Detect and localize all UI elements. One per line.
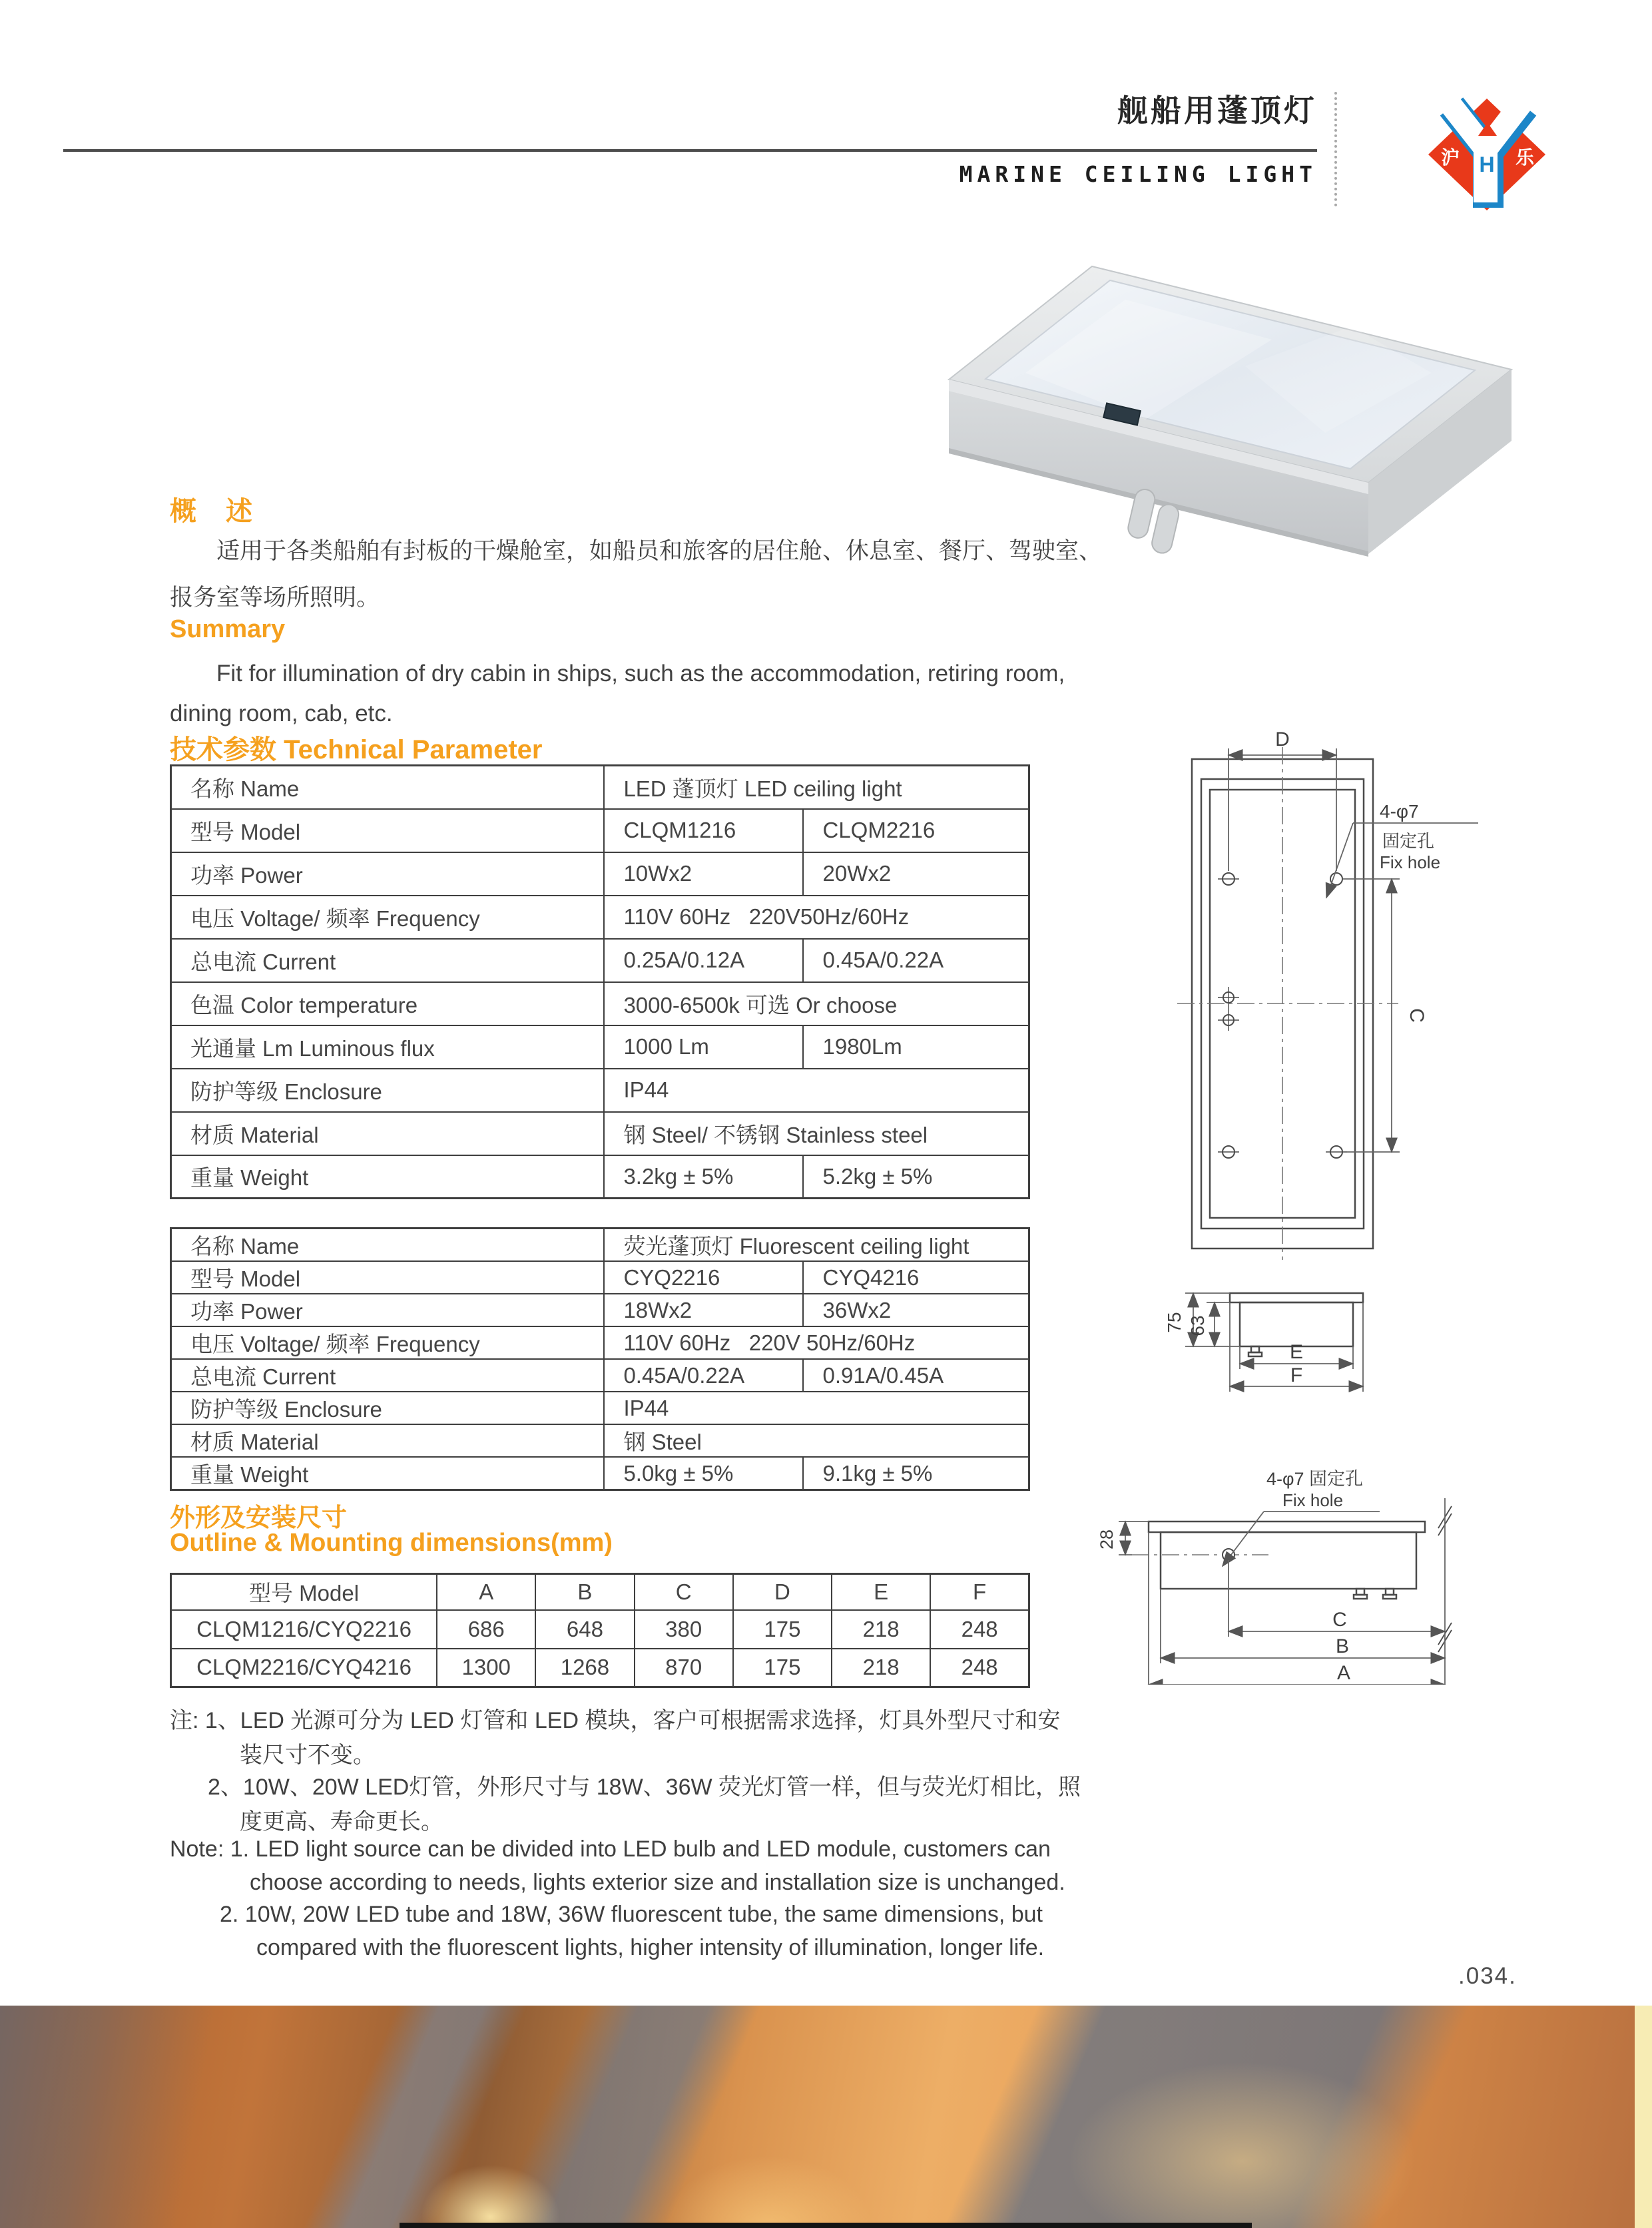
note-en-line4: compared with the fluorescent lights, higher intensity of illumination, longer life. bbox=[256, 1935, 1045, 1960]
outline-heading-en: Outline & Mounting dimensions(mm) bbox=[170, 1529, 613, 1557]
cell-value: 648 bbox=[535, 1610, 634, 1649]
cell-label: 型号 Model bbox=[171, 809, 605, 852]
table-row bbox=[171, 1610, 1029, 1649]
table-row bbox=[171, 1326, 1029, 1359]
page-title-en: MARINE CEILING LIGHT bbox=[959, 161, 1317, 187]
cell-model: CLQM1216/CYQ2216 bbox=[171, 1610, 437, 1649]
cell-value: LED 蓬顶灯 LED ceiling light bbox=[604, 766, 1029, 809]
table-header-row bbox=[171, 1574, 1029, 1610]
cell-value: 0.45A/0.22A bbox=[604, 1359, 803, 1392]
note-en-line3: 2. 10W, 20W LED tube and 18W, 36W fluorescent tube, the same dimensions, but bbox=[220, 1902, 1043, 1927]
cell-value: CLQM2216 bbox=[803, 809, 1029, 852]
cell-value: 荧光蓬顶灯 Fluorescent ceiling light bbox=[604, 1229, 1029, 1262]
cell-value: 218 bbox=[832, 1610, 930, 1649]
fixhole-label-zh: 固定孔 bbox=[1382, 831, 1435, 851]
overview-text-line1: 适用于各类船舶有封板的干燥舱室，如船员和旅客的居住舱、休息室、餐厅、驾驶室、 bbox=[216, 538, 1103, 564]
cell-label: 色温 Color temperature bbox=[171, 982, 605, 1025]
cell-label: 电压 Voltage/ 频率 Frequency bbox=[171, 896, 605, 939]
cell-label: 型号 Model bbox=[171, 1261, 605, 1294]
dimensions-table bbox=[170, 1573, 1030, 1688]
cell-value: 10Wx2 bbox=[604, 852, 803, 896]
cell-value: 9.1kg ± 5% bbox=[803, 1457, 1029, 1490]
cell-value: 3.2kg ± 5% bbox=[604, 1155, 803, 1199]
dim-a-label: A bbox=[1336, 1662, 1351, 1684]
col-header-e: E bbox=[832, 1574, 930, 1610]
cell-model: CLQM2216/CYQ4216 bbox=[171, 1649, 437, 1687]
col-header-c: C bbox=[635, 1574, 733, 1610]
header-rule bbox=[63, 149, 1317, 152]
dim-75-label: 75 bbox=[1164, 1312, 1185, 1333]
cell-value: 248 bbox=[930, 1649, 1029, 1687]
footer-photo bbox=[0, 2006, 1635, 2228]
cell-value: 钢 Steel bbox=[604, 1424, 1029, 1457]
cell-label: 名称 Name bbox=[171, 1229, 605, 1262]
technical-parameter-heading: 技术参数 Technical Parameter bbox=[170, 735, 543, 764]
side-fixhole-label: 4-φ7 固定孔 bbox=[1266, 1469, 1364, 1489]
header-dotted-divider bbox=[1334, 92, 1337, 206]
cell-label: 电压 Voltage/ 频率 Frequency bbox=[171, 1326, 605, 1359]
cell-value: 1980Lm bbox=[803, 1025, 1029, 1069]
cell-value: 5.0kg ± 5% bbox=[604, 1457, 803, 1490]
page-title-zh: 舰船用蓬顶灯 bbox=[1117, 93, 1317, 128]
cell-label: 名称 Name bbox=[171, 766, 605, 809]
cell-value: 20Wx2 bbox=[803, 852, 1029, 896]
table-row bbox=[171, 1025, 1029, 1069]
cell-value: 钢 Steel/ 不锈钢 Stainless steel bbox=[604, 1112, 1029, 1155]
mounting-drawings-svg bbox=[1092, 726, 1651, 1685]
fluorescent-spec-table bbox=[170, 1227, 1030, 1491]
mounting-drawings bbox=[1092, 726, 1651, 1685]
note-zh-line4: 度更高、寿命更长。 bbox=[240, 1809, 443, 1834]
cell-value: 218 bbox=[832, 1649, 930, 1687]
ceiling-light-image bbox=[926, 246, 1518, 559]
cell-value: 110V 60Hz 220V50Hz/60Hz bbox=[604, 896, 1029, 939]
table-row bbox=[171, 1649, 1029, 1687]
cell-value: 36Wx2 bbox=[803, 1294, 1029, 1326]
side-view-drawing bbox=[1149, 1522, 1425, 1599]
dim-f-label: F bbox=[1290, 1364, 1303, 1386]
cell-value: CLQM1216 bbox=[604, 809, 803, 852]
cell-value: 1300 bbox=[437, 1649, 535, 1687]
cell-value: IP44 bbox=[604, 1392, 1029, 1424]
cell-value: 110V 60Hz 220V 50Hz/60Hz bbox=[604, 1326, 1029, 1359]
cell-value: 0.25A/0.12A bbox=[604, 939, 803, 982]
cell-value: 380 bbox=[635, 1610, 733, 1649]
cell-value: IP44 bbox=[604, 1069, 1029, 1112]
note-en-line2: choose according to needs, lights exterior size and installation size is unchanged. bbox=[250, 1870, 1065, 1895]
cell-label: 材质 Material bbox=[171, 1112, 605, 1155]
outline-heading-zh: 外形及安装尺寸 bbox=[170, 1504, 348, 1532]
summary-text-line2: dining room, cab, etc. bbox=[170, 700, 393, 726]
cell-value: 870 bbox=[635, 1649, 733, 1687]
table-row bbox=[171, 1155, 1029, 1199]
cell-label: 光通量 Lm Luminous flux bbox=[171, 1025, 605, 1069]
col-header-a: A bbox=[437, 1574, 535, 1610]
cell-value: 1268 bbox=[535, 1649, 634, 1687]
col-header-model: 型号 Model bbox=[171, 1574, 437, 1610]
cell-value: 3000-6500k 可选 Or choose bbox=[604, 982, 1029, 1025]
side-view-dims bbox=[1119, 1498, 1445, 1685]
col-header-d: D bbox=[733, 1574, 832, 1610]
table-row bbox=[171, 1457, 1029, 1490]
page-number: .034. bbox=[1458, 1963, 1517, 1989]
dim-b-label: B bbox=[1335, 1635, 1350, 1657]
table-row bbox=[171, 809, 1029, 852]
note-zh-line1: 注: 1、LED 光源可分为 LED 灯管和 LED 模块，客户可根据需求选择，灯具外型尺寸和安 bbox=[170, 1708, 1061, 1733]
col-header-f: F bbox=[930, 1574, 1029, 1610]
cell-value: 175 bbox=[733, 1610, 832, 1649]
cell-value: CYQ2216 bbox=[604, 1261, 803, 1294]
table-row bbox=[171, 766, 1029, 809]
col-header-b: B bbox=[535, 1574, 634, 1610]
logo-char-center: H bbox=[1479, 152, 1495, 176]
cell-value: 248 bbox=[930, 1610, 1029, 1649]
fixhole-label-en: Fix hole bbox=[1380, 852, 1441, 872]
table-row bbox=[171, 896, 1029, 939]
overview-text-line2: 报务室等场所照明。 bbox=[170, 585, 380, 611]
dim-c2-label: C bbox=[1332, 1609, 1347, 1631]
table-row bbox=[171, 939, 1029, 982]
cell-label: 总电流 Current bbox=[171, 1359, 605, 1392]
dim-e-label: E bbox=[1289, 1341, 1304, 1363]
cell-value: 0.91A/0.45A bbox=[803, 1359, 1029, 1392]
cell-value: 686 bbox=[437, 1610, 535, 1649]
fix-holes bbox=[1218, 873, 1347, 1561]
cell-label: 重量 Weight bbox=[171, 1155, 605, 1199]
table-row bbox=[171, 1392, 1029, 1424]
cell-value: CYQ4216 bbox=[803, 1261, 1029, 1294]
cell-label: 功率 Power bbox=[171, 1294, 605, 1326]
table-row bbox=[171, 1294, 1029, 1326]
table-row bbox=[171, 852, 1029, 896]
cell-value: 5.2kg ± 5% bbox=[803, 1155, 1029, 1199]
note-zh-line2: 装尺寸不变。 bbox=[240, 1743, 376, 1768]
brand-logo bbox=[1424, 79, 1550, 218]
brand-logo-icon bbox=[1424, 79, 1550, 218]
logo-char-right: 乐 bbox=[1515, 147, 1535, 168]
cell-value: 18Wx2 bbox=[604, 1294, 803, 1326]
product-photo bbox=[926, 246, 1518, 559]
footer-black-bar bbox=[400, 2223, 1252, 2228]
table-row bbox=[171, 1229, 1029, 1262]
cell-label: 重量 Weight bbox=[171, 1457, 605, 1490]
dim-63-label: 63 bbox=[1187, 1315, 1208, 1336]
table-row bbox=[171, 1261, 1029, 1294]
cell-value: 1000 Lm bbox=[604, 1025, 803, 1069]
note-zh-line3: 2、10W、20W LED灯管，外形尺寸与 18W、36W 荧光灯管一样，但与荧光灯相比，照 bbox=[208, 1775, 1081, 1800]
footer-photo-edge-strip bbox=[1635, 2006, 1652, 2228]
summary-text-line1: Fit for illumination of dry cabin in ships, such as the accommodation, retiring room, bbox=[216, 661, 1065, 687]
cell-value: 175 bbox=[733, 1649, 832, 1687]
cell-label: 总电流 Current bbox=[171, 939, 605, 982]
dim-d-label: D bbox=[1275, 728, 1290, 750]
cell-label: 材质 Material bbox=[171, 1424, 605, 1457]
led-spec-table bbox=[170, 764, 1030, 1199]
table-row bbox=[171, 1112, 1029, 1155]
centerlines bbox=[1132, 747, 1398, 1555]
cell-label: 功率 Power bbox=[171, 852, 605, 896]
table-row bbox=[171, 1359, 1029, 1392]
side-fixhole-label-en: Fix hole bbox=[1282, 1490, 1344, 1510]
cell-value: 0.45A/0.22A bbox=[803, 939, 1029, 982]
dim-c-label: C bbox=[1406, 1008, 1428, 1023]
table-row bbox=[171, 1069, 1029, 1112]
cell-label: 防护等级 Enclosure bbox=[171, 1069, 605, 1112]
table-row bbox=[171, 1424, 1029, 1457]
note-en-line1: Note: 1. LED light source can be divided into LED bulb and LED module, customers can bbox=[170, 1836, 1051, 1862]
dim-c bbox=[1343, 879, 1400, 1152]
fixhole-label-size: 4-φ7 bbox=[1380, 801, 1419, 822]
logo-char-left: 沪 bbox=[1440, 147, 1460, 168]
summary-heading: Summary bbox=[170, 615, 286, 643]
overview-heading: 概 述 bbox=[170, 497, 254, 526]
table-row bbox=[171, 982, 1029, 1025]
cell-label: 防护等级 Enclosure bbox=[171, 1392, 605, 1424]
end-view-dims bbox=[1185, 1293, 1363, 1392]
dim-28-label: 28 bbox=[1097, 1529, 1117, 1550]
